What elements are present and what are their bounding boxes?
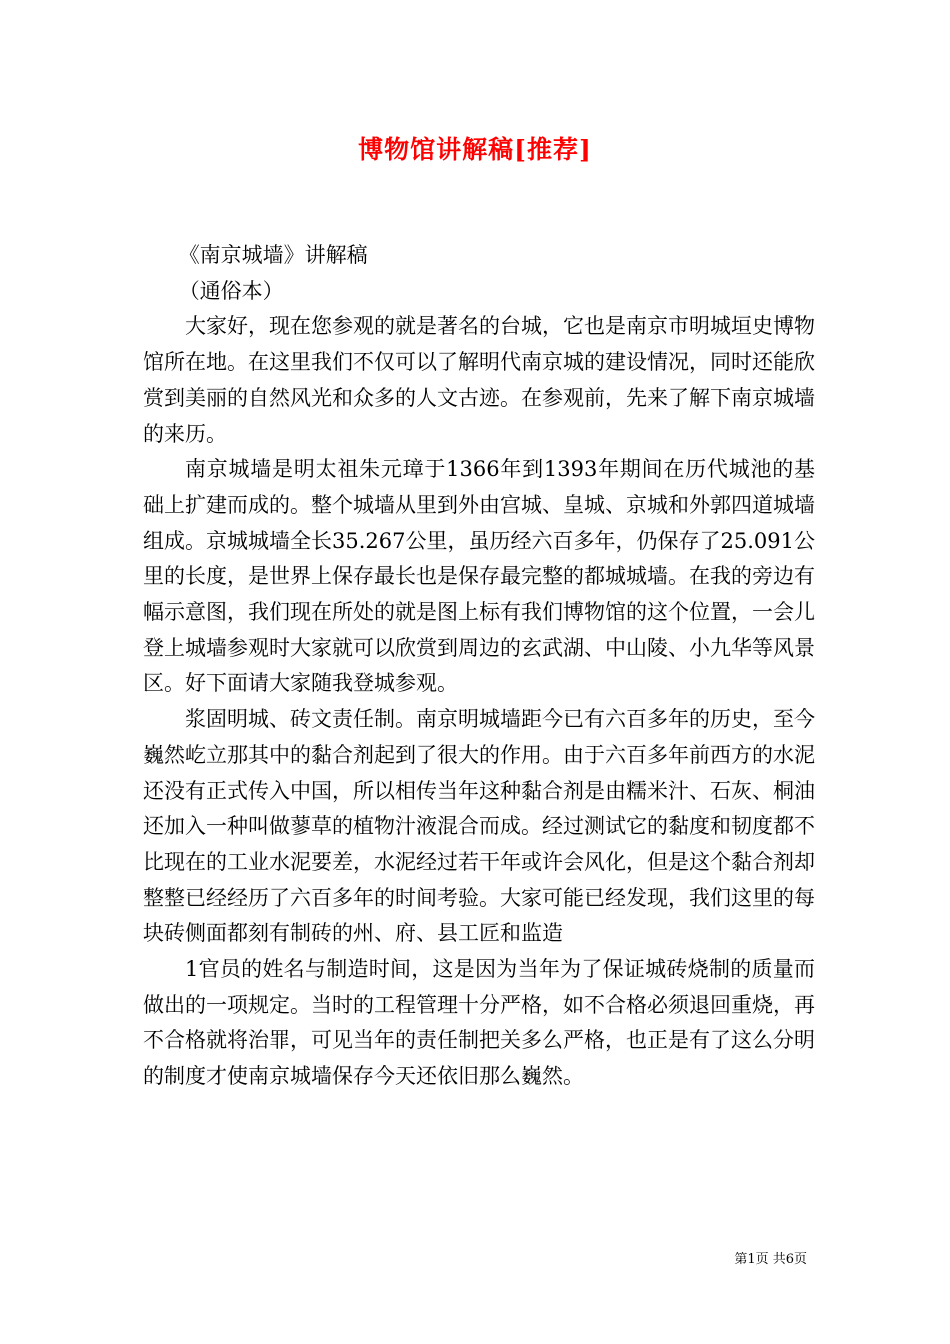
document-edition: （通俗本） [178,278,284,303]
paragraph-intro: 大家好，现在您参观的就是著名的台城，它也是南京市明城垣史博物馆所在地。在这里我们不仅可以了解明代南京城的建设情况，同时还能欣赏到美丽的自然风光和众多的人文古迹。在参观前，先来了解下南京城墙的来历。 [143,314,815,446]
page-number: 第1页 共6页 [734,1252,807,1267]
paragraph-responsibility: 1官员的姓名与制造时间，这是因为当年为了保证城砖烧制的质量而做出的一项规定。当时的工程管理十分严格，如不合格必须退回重烧，再不合格就将治罪，可见当年的责任制把关多么严格，也正是有了这么分明的制度才使南京城墙保存今天还依旧那么巍然。 [143,957,815,1089]
document-subtitle: 《南京城墙》讲解稿 [178,243,368,267]
paragraph-mortar: 浆固明城、砖文责任制。南京明城墙距今已有六百多年的历史，至今巍然屹立那其中的黏合剂起到了很大的作用。由于六百多年前西方的水泥还没有正式传入中国，所以相传当年这种黏合剂是由糯米汁、石灰、桐油还加入一种叫做蓼草的植物汁液混合而成。经过测试它的黏度和韧度都不比现在的工业水泥要差，水泥经过若干年或许会风化，但是这个黏合剂却整整已经经历了六百多年的时间考验。大家可能已经发现，我们这里的每块砖侧面都刻有制砖的州、府、县工匠和监造 [143,707,815,946]
paragraph-history: 南京城墙是明太祖朱元璋于1366年到1393年期间在历代城池的基础上扩建而成的。整个城墙从里到外由宫城、皇城、京城和外郭四道城墙组成。京城城墙全长35.267公里，虽历经六百多年，仍保存了25.091公里的长度，是世界上保存最长也是保存最完整的都城城墙。在我的旁边有幅示意图，我们现在所处的就是图上标有我们博物馆的这个位置，一会儿登上城墙参观时大家就可以欣赏到周边的玄武湖、中山陵、小九华等风景区。好下面请大家随我登城参观。 [143,457,815,696]
page-title: 博物馆讲解稿[推荐] [358,135,592,164]
document-body [143,238,815,1095]
